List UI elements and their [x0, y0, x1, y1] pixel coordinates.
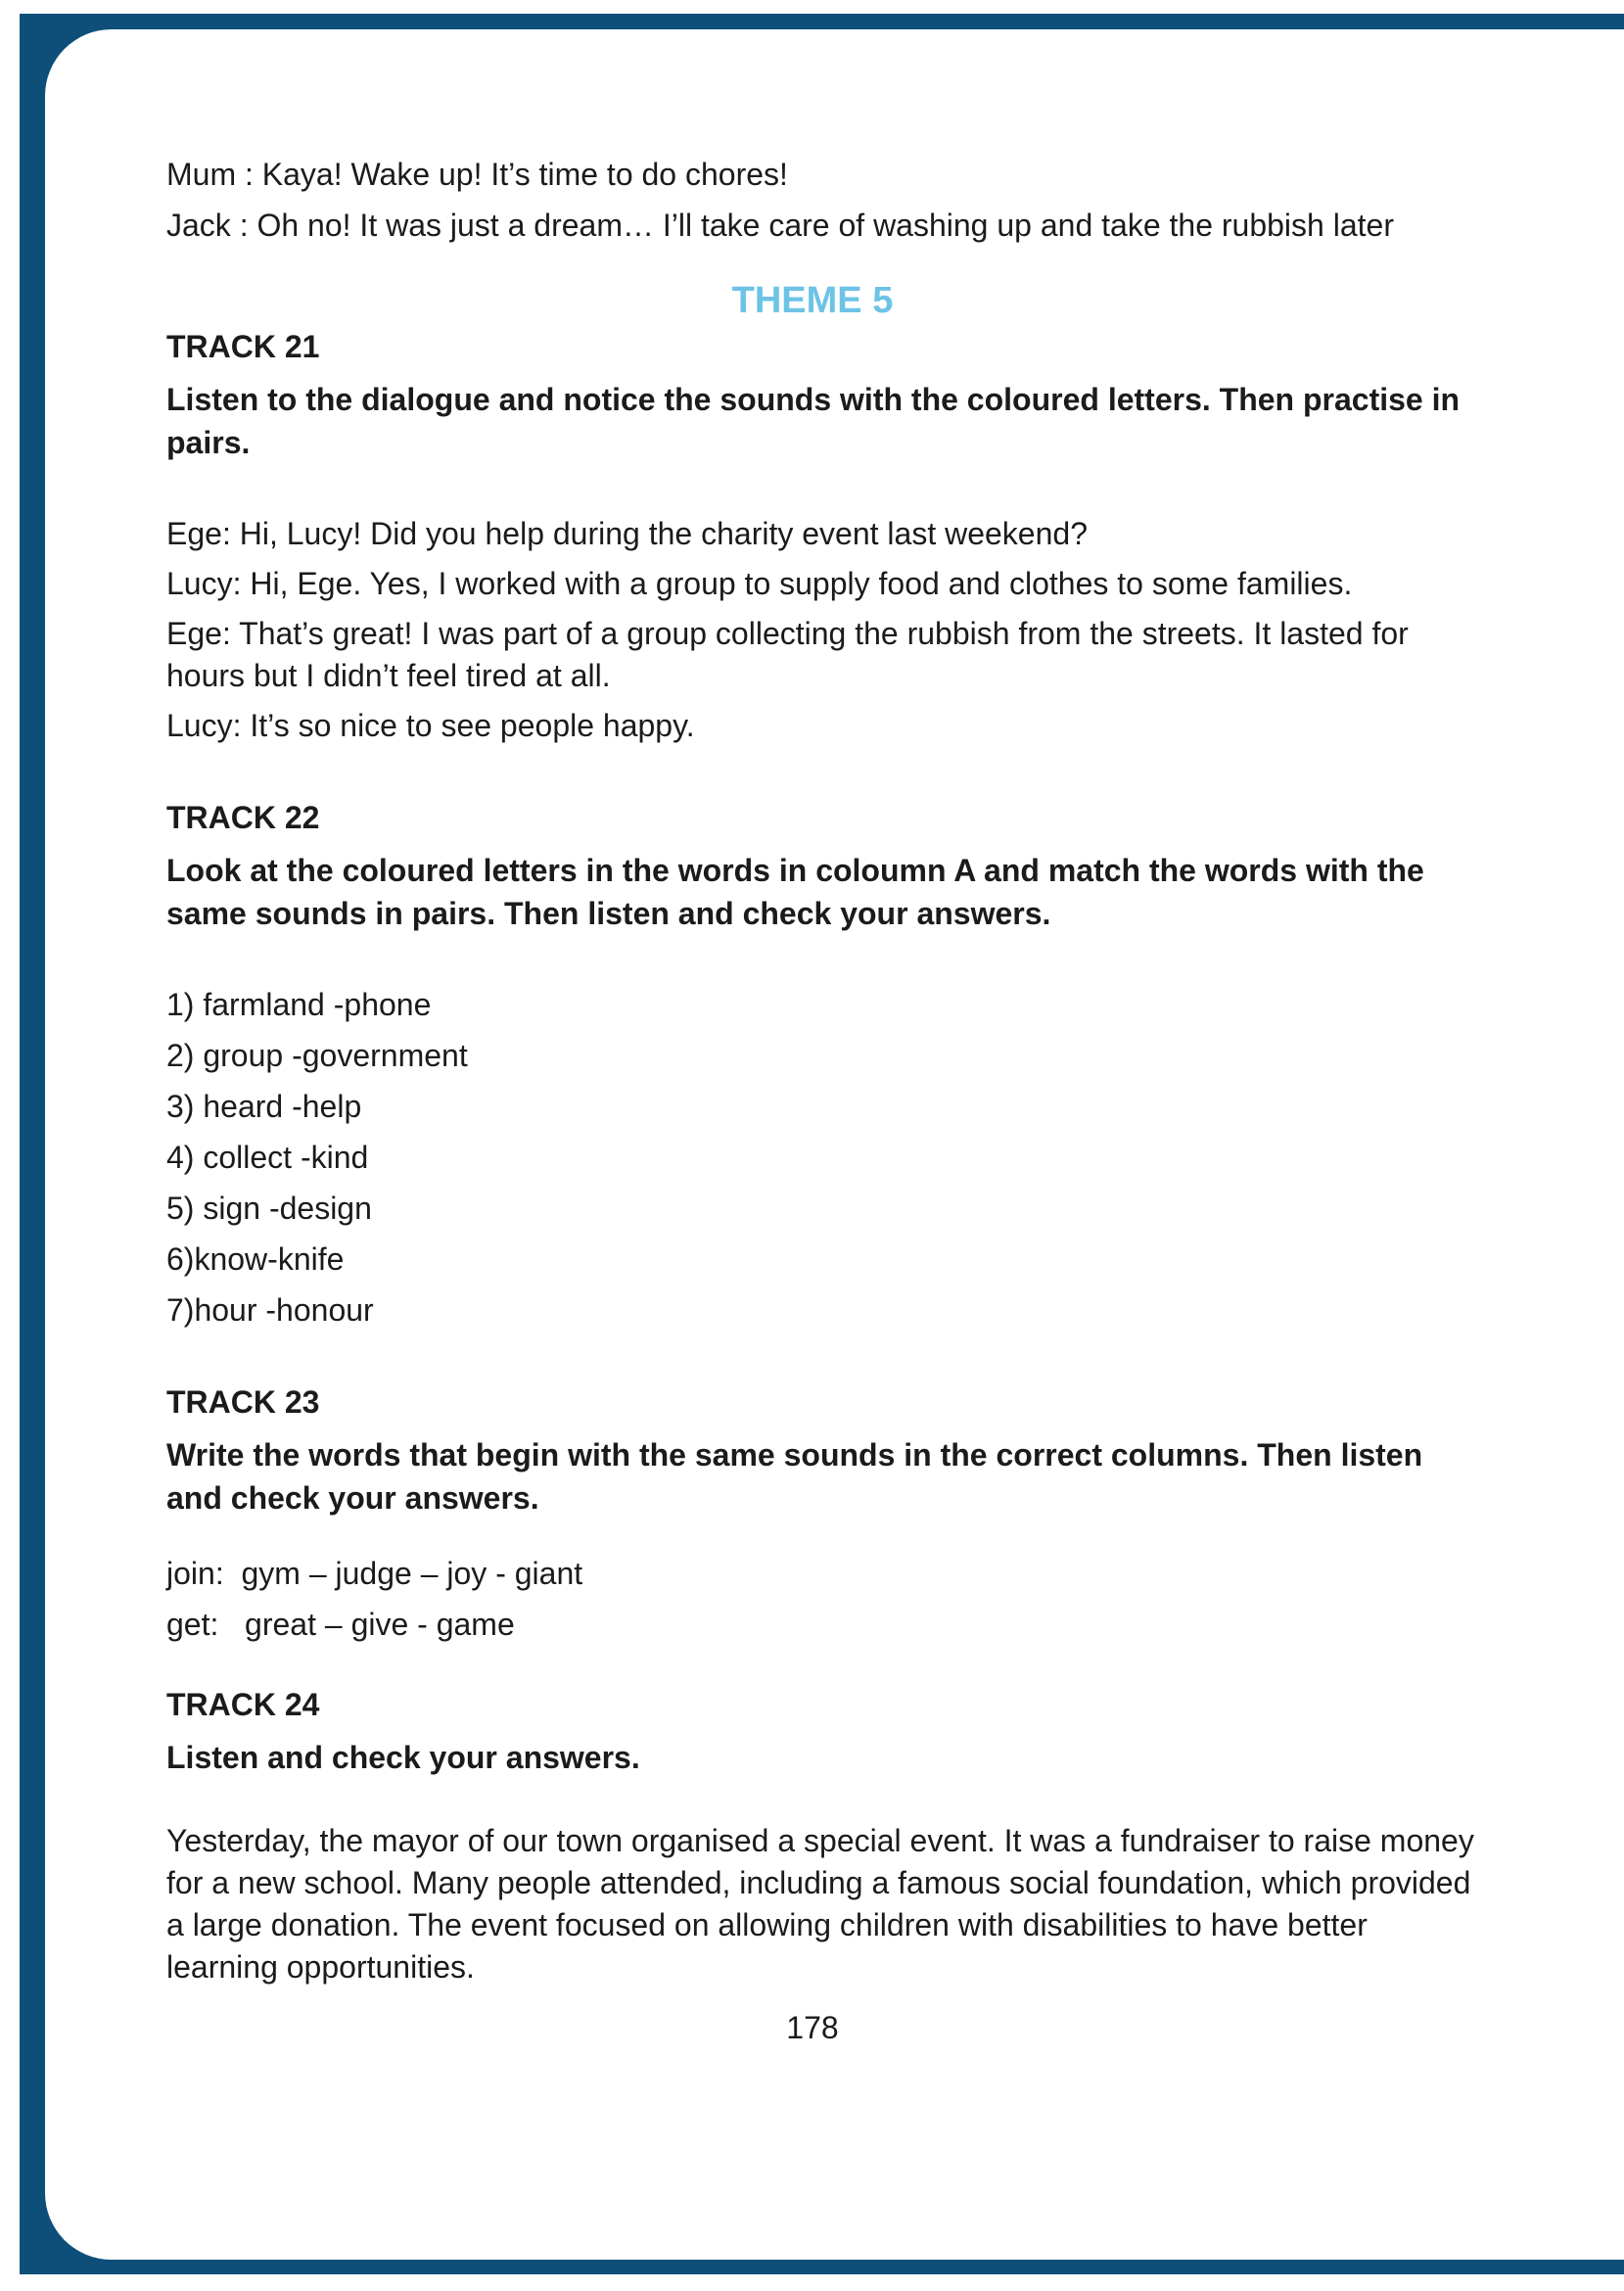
- intro-line-jack: Jack : Oh no! It was just a dream… I’ll take care of washing up and take the rubbish later: [166, 208, 1394, 243]
- track21-dialogue-line: Ege: That’s great! I was part of a group collecting the rubbish from the streets. It lasted for hours but I didn’t feel tired at all.: [166, 616, 1409, 693]
- track23-row-get: get: great – give - game: [166, 1607, 515, 1642]
- track21-instruction: Listen to the dialogue and notice the sounds with the coloured letters. Then practise in pairs.: [166, 382, 1461, 460]
- track24-title: TRACK 24: [166, 1687, 320, 1722]
- track24-instruction: Listen and check your answers.: [166, 1740, 640, 1775]
- track21-dialogue-line: Ege: Hi, Lucy! Did you help during the charity event last weekend?: [166, 516, 1088, 551]
- track21-title: TRACK 21: [166, 329, 320, 364]
- frame-top-margin: [0, 0, 1624, 14]
- track22-item: 1) farmland -phone: [166, 987, 432, 1022]
- intro-line-mum: Mum : Kaya! Wake up! It’s time to do chores!: [166, 157, 788, 192]
- frame-left-margin: [0, 0, 20, 2291]
- theme-title: THEME 5: [731, 280, 894, 321]
- track22-item: 7)hour -honour: [166, 1292, 374, 1328]
- track22-item: 5) sign -design: [166, 1191, 372, 1226]
- track21-dialogue-line: Lucy: Hi, Ege. Yes, I worked with a group to supply food and clothes to some families.: [166, 566, 1353, 601]
- track22-item: 2) group -government: [166, 1038, 468, 1073]
- frame-bottom-margin: [0, 2274, 1624, 2291]
- track22-title: TRACK 22: [166, 800, 320, 835]
- track22-item: 6)know-knife: [166, 1241, 345, 1277]
- track23-title: TRACK 23: [166, 1384, 320, 1420]
- track24-paragraph: Yesterday, the mayor of our town organised a special event. It was a fundraiser to raise money for a new school. Many people attended, including a famous social foundation, which provided a large donation. The event focused on allowing children with disabilities to have better learning opportunities.: [166, 1823, 1474, 1985]
- page-number: 178: [786, 2010, 839, 2045]
- track22-item: 3) heard -help: [166, 1089, 362, 1124]
- track22-item: 4) collect -kind: [166, 1140, 369, 1175]
- track21-dialogue-line: Lucy: It’s so nice to see people happy.: [166, 708, 695, 743]
- track23-instruction: Write the words that begin with the same sounds in the correct columns. Then listen and check your answers.: [166, 1437, 1423, 1516]
- page-content: [166, 155, 1478, 2047]
- track23-row-join: join: gym – judge – joy - giant: [166, 1556, 583, 1591]
- track22-instruction: Look at the coloured letters in the words in coloumn A and match the words with the same sounds in pairs. Then listen and check your answers.: [166, 853, 1424, 931]
